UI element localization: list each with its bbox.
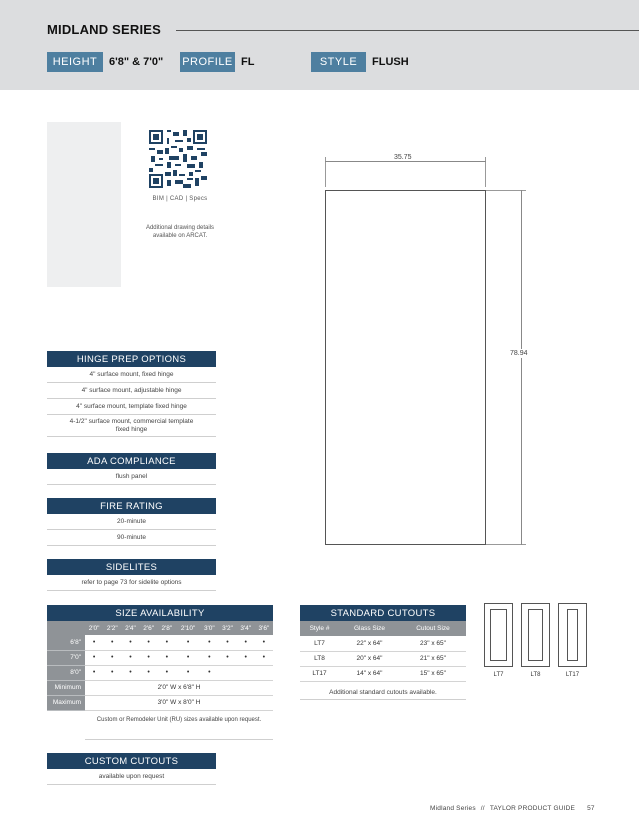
- glass-size-col: Glass Size: [339, 621, 400, 636]
- size-availability-note: Custom or Remodeler Unit (RU) sizes available upon request.: [85, 716, 273, 740]
- style-value: FLUSH: [372, 56, 409, 68]
- width-col: 2'2": [103, 621, 121, 635]
- footer-guide: TAYLOR PRODUCT GUIDE: [489, 805, 576, 812]
- table-row: [300, 666, 466, 681]
- sidelites-header: SIDELITES: [47, 559, 216, 575]
- lt7-door-icon: [484, 603, 513, 667]
- height-row-label: 8'0": [47, 665, 85, 680]
- footer-separator: //: [480, 805, 485, 812]
- cutout-size-cell: 23" x 65": [400, 636, 466, 651]
- lt7-label: LT7: [493, 672, 504, 678]
- availability-dot: •: [121, 650, 139, 665]
- table-row: [300, 636, 466, 651]
- availability-dot: •: [158, 665, 176, 680]
- standard-cutouts-table: [300, 605, 466, 682]
- availability-dot: •: [237, 650, 255, 665]
- availability-dot: •: [176, 650, 200, 665]
- style-cell: LT7: [300, 636, 339, 651]
- availability-dot: •: [200, 635, 218, 650]
- width-col: 2'4": [121, 621, 139, 635]
- availability-dot: •: [103, 665, 121, 680]
- height-value: 6'8" & 7'0": [109, 56, 164, 68]
- height-tag: HEIGHT: [47, 52, 103, 72]
- height-row-label: 7'0": [47, 650, 85, 665]
- door-photo: [47, 122, 121, 287]
- minimum-label: Minimum: [47, 680, 85, 695]
- page-number: 57: [587, 805, 595, 812]
- custom-cutouts-item: available upon request: [47, 769, 216, 785]
- availability-dot: •: [255, 650, 273, 665]
- availability-dot: [237, 665, 255, 680]
- style-cell: LT17: [300, 666, 339, 681]
- custom-cutouts-header: CUSTOM CUTOUTS: [47, 753, 216, 769]
- height-dim-tick-bottom: [486, 544, 526, 545]
- ada-compliance-item: flush panel: [47, 469, 216, 485]
- hinge-prep-item: 4" surface mount, fixed hinge: [47, 367, 216, 383]
- width-col: 2'8": [158, 621, 176, 635]
- width-col: 2'10": [176, 621, 200, 635]
- availability-dot: •: [85, 635, 103, 650]
- cutout-size-cell: 15" x 65": [400, 666, 466, 681]
- availability-dot: •: [140, 650, 158, 665]
- maximum-label: Maximum: [47, 695, 85, 710]
- glass-size-cell: 22" x 64": [339, 636, 400, 651]
- hinge-prep-header: HINGE PREP OPTIONS: [47, 351, 216, 367]
- height-dimension-line: [521, 190, 522, 545]
- sidelites-item: refer to page 73 for sidelite options: [47, 575, 216, 591]
- maximum-row: [47, 695, 273, 710]
- glass-size-cell: 14" x 64": [339, 666, 400, 681]
- width-dimension-label: 35.75: [394, 154, 412, 161]
- width-col: 3'2": [218, 621, 236, 635]
- footer-series: Midland Series: [430, 805, 476, 812]
- page-footer: [430, 805, 595, 812]
- availability-dot: •: [140, 665, 158, 680]
- availability-dot: •: [121, 635, 139, 650]
- minimum-row: [47, 680, 273, 695]
- height-row-label: 6'8": [47, 635, 85, 650]
- lt17-glass: [567, 609, 578, 661]
- availability-dot: •: [121, 665, 139, 680]
- width-col: 3'4": [237, 621, 255, 635]
- availability-dot: •: [85, 650, 103, 665]
- fire-rating-item: 90-minute: [47, 530, 216, 546]
- availability-dot: •: [85, 665, 103, 680]
- size-availability-table: [47, 605, 273, 711]
- hinge-prep-item: 4-1/2" surface mount, commercial template fixed hinge: [47, 415, 216, 437]
- availability-dot: •: [237, 635, 255, 650]
- availability-dot: •: [176, 665, 200, 680]
- width-col: 2'6": [140, 621, 158, 635]
- door-elevation-drawing: [325, 190, 486, 545]
- lt8-label: LT8: [530, 672, 541, 678]
- fire-rating-header: FIRE RATING: [47, 498, 216, 514]
- width-col: 3'6": [255, 621, 273, 635]
- style-col: Style #: [300, 621, 339, 636]
- qr-code-icon[interactable]: [149, 130, 207, 188]
- header-band: [0, 0, 639, 90]
- availability-dot: •: [218, 635, 236, 650]
- minimum-value: 2'0" W x 6'8" H: [85, 680, 273, 695]
- availability-dot: [218, 665, 236, 680]
- availability-dot: •: [140, 635, 158, 650]
- availability-dot: •: [218, 650, 236, 665]
- height-dim-tick-top: [486, 190, 526, 191]
- profile-tag: PROFILE: [180, 52, 235, 72]
- size-row: [47, 650, 273, 665]
- table-row: [300, 651, 466, 666]
- style-cell: LT8: [300, 651, 339, 666]
- glass-size-cell: 20" x 64": [339, 651, 400, 666]
- lt7-glass: [490, 609, 507, 661]
- lt8-glass: [528, 609, 543, 661]
- fire-rating-item: 20-minute: [47, 514, 216, 530]
- size-row: [47, 635, 273, 650]
- height-dimension-label: 78.94: [510, 350, 528, 357]
- availability-dot: •: [176, 635, 200, 650]
- standard-cutouts-header: STANDARD CUTOUTS: [300, 605, 466, 621]
- qr-caption: BIM | CAD | Specs: [152, 196, 208, 202]
- availability-dot: •: [158, 650, 176, 665]
- size-row: [47, 665, 273, 680]
- availability-dot: •: [103, 635, 121, 650]
- standard-cutouts-note: Additional standard cutouts available.: [300, 685, 466, 700]
- series-title: MIDLAND SERIES: [47, 22, 162, 37]
- cutout-size-cell: 21" x 65": [400, 651, 466, 666]
- cutout-size-col: Cutout Size: [400, 621, 466, 636]
- maximum-value: 3'0" W x 8'0" H: [85, 695, 273, 710]
- arcat-note: Additional drawing details available on ARCAT.: [145, 225, 215, 239]
- availability-dot: •: [200, 665, 218, 680]
- width-dimension-line: [325, 161, 486, 162]
- lt17-label: LT17: [565, 672, 580, 678]
- availability-dot: •: [103, 650, 121, 665]
- width-col: 2'0": [85, 621, 103, 635]
- lt17-door-icon: [558, 603, 587, 667]
- style-tag: STYLE: [311, 52, 366, 72]
- title-rule: [176, 30, 639, 31]
- availability-dot: [255, 665, 273, 680]
- size-availability-header: SIZE AVAILABILITY: [47, 605, 273, 621]
- hinge-prep-item: 4" surface mount, adjustable hinge: [47, 383, 216, 399]
- availability-dot: •: [255, 635, 273, 650]
- lt8-door-icon: [521, 603, 550, 667]
- availability-dot: •: [158, 635, 176, 650]
- availability-dot: •: [200, 650, 218, 665]
- width-col: 3'0": [200, 621, 218, 635]
- profile-value: FL: [241, 56, 255, 68]
- hinge-prep-item: 4" surface mount, template fixed hinge: [47, 399, 216, 415]
- ada-compliance-header: ADA COMPLIANCE: [47, 453, 216, 469]
- corner-cell: [47, 621, 85, 635]
